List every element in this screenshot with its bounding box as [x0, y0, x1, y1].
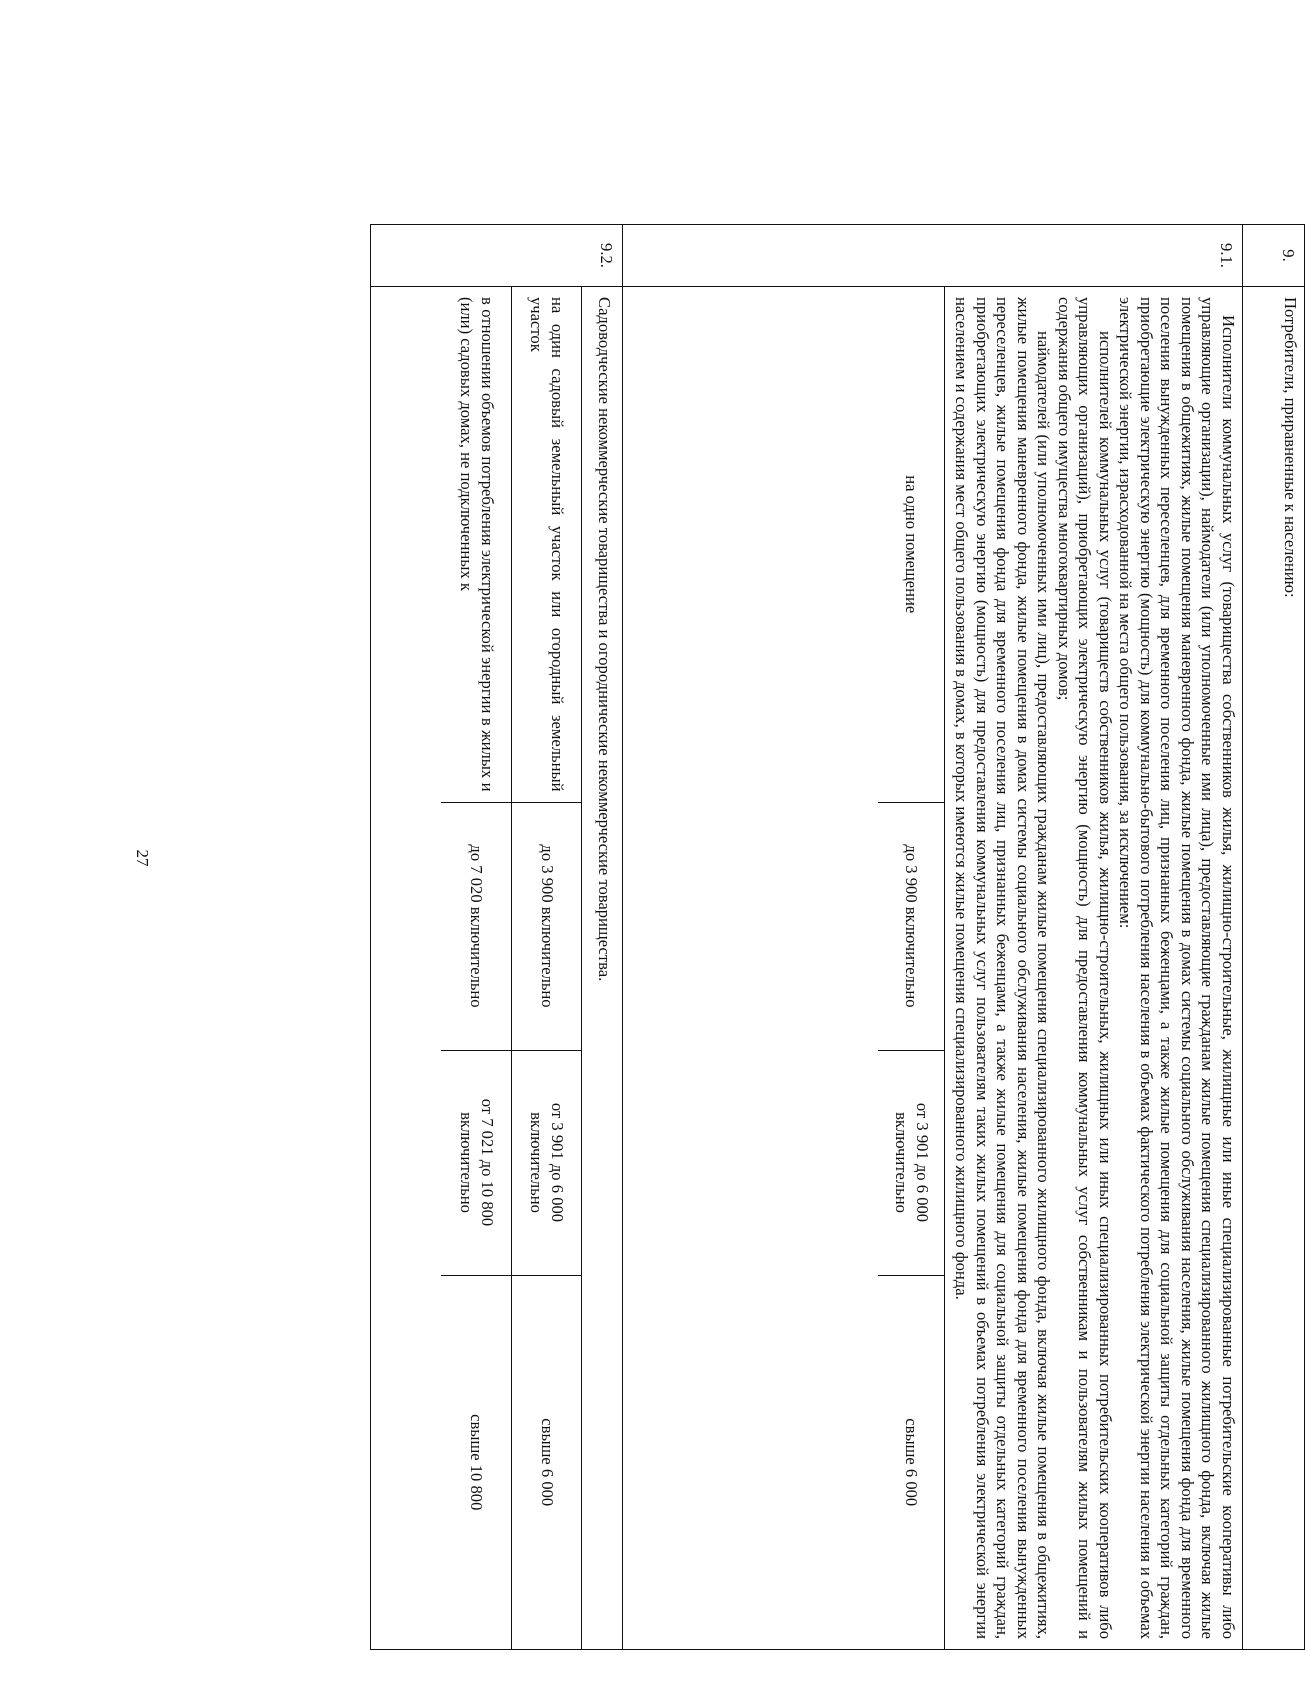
row-label: на одно помещение	[879, 287, 945, 802]
range-low: до 3 900 включительно	[512, 802, 582, 1050]
section-body	[371, 287, 623, 1650]
section-number: 9.2.	[371, 225, 623, 287]
tariff-table-rotated	[370, 224, 1305, 1650]
range-high: свыше 10 800	[442, 1275, 512, 1649]
row-label: на один садовый земельный участок или огородный земельный участок	[512, 287, 582, 802]
table-row	[879, 287, 945, 1649]
row-label: в отношении объемов потребления электрической энергии в жилых и (или) садовых домах, не подключенных к	[442, 287, 512, 802]
section-number: 9.	[1243, 225, 1305, 287]
range-high: свыше 6 000	[879, 1275, 945, 1649]
paragraph: исполнителей коммунальных услуг (товариществ собственников жилья, жилищно-строительных, жилищных или иных специализированных потребительских кооперативов либо управляющих организаций), приобретающих электрическую энергию (мощность) для предоставления коммунальных услуг собственникам и пользователям жилых помещений и содержания общего имущества многоквартирных домов;	[1055, 297, 1115, 1639]
section-description	[945, 287, 1242, 1649]
range-mid: от 7 021 до 10 800 включительно	[442, 1050, 512, 1275]
section-9-2-row	[371, 225, 623, 1650]
table-row	[512, 287, 582, 1649]
section-9-1-row	[623, 225, 1243, 1650]
range-high: свыше 6 000	[512, 1275, 582, 1649]
paragraph: Исполнители коммунальных услуг (товарищества собственников жилья, жилищно-строительные, жилищные или иные специализированные потребительские кооперативы либо управляющие организации), наймодатели (или уполномоченные ими лица), предоставляющие гражданам жилые помещения специализированного жилищного фонда, включая жилые помещения в общежитиях, жилые помещения маневренного фонда, жилые помещения в домах системы социального обслуживания населения, жилые помещения фонда для временного поселения вынужденных переселенцев, для временного поселения лиц, признанных беженцами, а также жилые помещения для социальной защиты отдельных категорий граждан, приобретающие электрическую энергию (мощность) для коммунально-бытового потребления населения в объемах фактического потребления электрической энергии населения и объемах электрической энергии, израсходованной на места общего пользования, за исключением:	[1116, 297, 1238, 1639]
range-low: до 7 020 включительно	[442, 802, 512, 1050]
tariff-table	[370, 224, 1305, 1650]
range-table	[442, 287, 583, 1649]
section-title: Садоводческие некоммерческие товарищества и огороднические некоммерческие товарищества.	[595, 297, 614, 982]
section-9-row	[1243, 225, 1305, 1650]
section-number: 9.1.	[623, 225, 1243, 287]
range-low: до 3 900 включительно	[879, 802, 945, 1050]
page-number: 27	[133, 849, 152, 867]
section-body	[623, 287, 1243, 1650]
table-row	[442, 287, 512, 1649]
section-title: Потребители, приравненные к населению:	[1243, 287, 1305, 1650]
range-mid: от 3 901 до 6 000 включительно	[512, 1050, 582, 1275]
range-mid: от 3 901 до 6 000 включительно	[879, 1050, 945, 1275]
paragraph: наймодателей (или уполномоченных ими лиц), предоставляющих гражданам жилые помещения специализированного жилищного фонда, включая жилые помещения в общежитиях, жилые помещения маневренного фонда, жилые помещения в домах системы социального обслуживания населения, жилые помещения фонда для временного поселения вынужденных переселенцев, жилые помещения фонда для временного поселения лиц, признанных беженцами, а также жилые помещения для социальной защиты отдельных категорий граждан, приобретающих электрическую энергию (мощность) для предоставления коммунальных услуг пользователям таких жилых помещений в объемах потребления электрической энергии населением и содержания мест общего пользования в домах, в которых имеются жилые помещения специализированного жилищного фонда.	[952, 297, 1054, 1639]
range-table	[879, 287, 946, 1649]
